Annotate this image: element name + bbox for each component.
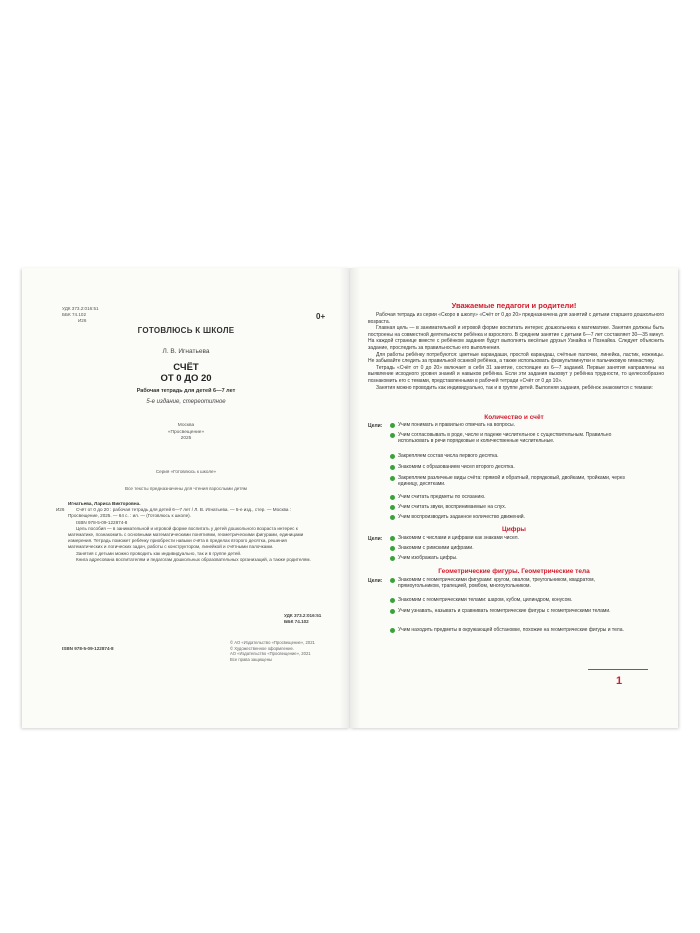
- bullet-icon: [390, 515, 395, 520]
- preface-title: Уважаемые педагоги и родители!: [451, 301, 577, 310]
- annotation-2: Занятия с детьми можно проводить как индивидуально, так и в группе детей.: [76, 550, 242, 556]
- goal-item: Учим изображать цифры.: [398, 555, 458, 561]
- copyright-line: Все права защищены: [230, 656, 273, 662]
- imprint: [22, 423, 350, 443]
- goal-item: Учим воспроизводить заданное количество движений.: [398, 514, 525, 520]
- publisher: «Просвещение»: [167, 429, 205, 435]
- book-subtitle: Рабочая тетрадь для детей 6—7 лет: [136, 388, 236, 394]
- book-gutter-shadow: [340, 268, 360, 728]
- copyright-block: [230, 640, 315, 662]
- goal-item: Знакомим с римскими цифрами.: [398, 545, 474, 551]
- annotation-3: Книга адресована воспитателям и педагогам дошкольных образовательных организаций, а также родителям.: [76, 556, 311, 562]
- bullet-icon: [390, 465, 395, 470]
- goal-item: Знакомим с числами и цифрами как знаками чисел.: [398, 535, 519, 541]
- preface-body: [368, 312, 664, 391]
- preface-paragraph: Рабочая тетрадь из серии «Скоро в школу» «Счёт от 0 до 20» предназначена для занятий с детьми старшего дошкольного возраста.: [368, 312, 664, 325]
- section-title-quantity: Количество и счёт: [484, 414, 544, 421]
- page-number: 1: [616, 675, 623, 687]
- preface-paragraph: Занятия можно проводить как индивидуально, так и в группе детей. Выполняя задания, ребёнок знакомится с темами:: [376, 384, 653, 391]
- book-title-line1: СЧЁТ: [173, 362, 199, 373]
- preface-paragraph: Главная цель — в занимательной и игровой форме воспитать интерес дошкольника к математике. Занятия должны быть построены на совместной деятельности ребёнка и взрослого. В среднем занятие с детьми 6—7 лет составляет 30—35 минут. На каждой странице вместе с ребёнком задания будут выполнять весёлые друзья Узнайка и Познайка. Следует объяснить задание, проследить за правильностью его выполнения.: [368, 325, 664, 351]
- book-title-line2: ОТ 0 ДО 20: [160, 373, 212, 384]
- age-note: Все тексты предназначены для чтения взрослыми детям: [125, 486, 247, 491]
- right-page: [350, 268, 678, 728]
- index-line: И26: [78, 318, 87, 323]
- udk-block: [62, 306, 99, 324]
- udk-bottom-line: УДК 373.2:016:51: [284, 613, 322, 618]
- bullet-icon: [390, 556, 395, 561]
- goal-item: Учим узнавать, называть и сравнивать геометрические фигуры с геометрическими телами.: [398, 608, 611, 614]
- goal-item: Закрепляем различные виды счёта: прямой и обратный, порядковый, двойками, тройками, через единицу, десятками.: [398, 475, 625, 488]
- bullet-icon: [390, 505, 395, 510]
- goals-label: Цели:: [368, 578, 383, 584]
- bullet-icon: [390, 433, 395, 438]
- series-title: ГОТОВЛЮСЬ К ШКОЛЕ: [137, 326, 235, 335]
- bullet-icon: [390, 454, 395, 459]
- book-title: [22, 362, 350, 384]
- edition: 5-е издание, стереотипное: [146, 399, 226, 405]
- bbk-line: ББК 74.102: [62, 312, 87, 317]
- section-title-geometry: Геометрические фигуры. Геометрические тела: [438, 568, 590, 575]
- bullet-icon: [390, 546, 395, 551]
- series-note: Серия «Готовлюсь к школе»: [155, 469, 217, 474]
- age-rating: 0+: [316, 312, 326, 321]
- bullet-icon: [390, 476, 395, 481]
- udk-line: УДК 373.2:016:51: [62, 306, 99, 311]
- goal-item: Учим согласовывать в роде, числе и падеже числительное с существительным. Правильно использовать в речи порядковые и количественные числительные.: [398, 432, 612, 445]
- biblio-isbn: ISBN 978-5-09-122874-8: [76, 519, 128, 525]
- biblio-head: Игнатьева, Лариса Викторовна.: [68, 501, 141, 506]
- page-number-rule: [588, 669, 648, 670]
- goals-label: Цели:: [368, 536, 383, 542]
- biblio-index: И26: [56, 507, 65, 512]
- city: Москва: [177, 423, 195, 428]
- preface-paragraph: Для работы ребёнку потребуются: цветные карандаши, простой карандаш, счётные палочки, линейка, ластик, ножницы. Не забывайте следить за правильной осанкой ребёнка, а также использовать физкультминутки и пальчиковую гимнастику.: [368, 351, 664, 365]
- goal-item: Закрепляем состав числа первого десятка.: [398, 453, 499, 459]
- goals-label: Цели:: [368, 423, 383, 429]
- year: 2025: [180, 436, 192, 441]
- bullet-icon: [390, 495, 395, 500]
- goal-item: Учим считать предметы по осязанию.: [398, 494, 486, 500]
- goal-item: Знакомим с геометрическими телами: шаром, кубом, цилиндром, конусом.: [398, 597, 573, 603]
- bullet-icon: [390, 578, 395, 583]
- bullet-icon: [390, 536, 395, 541]
- left-page: [22, 268, 350, 728]
- goal-item: Учим понимать и правильно отвечать на вопросы.: [398, 422, 515, 428]
- section-title-digits: Цифры: [502, 526, 526, 533]
- book-spread: [22, 268, 678, 728]
- bullet-icon: [390, 598, 395, 603]
- copyright-line: © АО «Издательство «Просвещение», 2021: [230, 640, 315, 645]
- copyright-line: АО «Издательство «Просвещение», 2021: [230, 651, 311, 657]
- udk-bottom: [284, 613, 321, 625]
- preface-paragraph: Тетрадь «Счёт от 0 до 20» включает в себя 31 занятие, состоящее из 6—7 заданий. Первые занятия направлены на выявление исходного уровня знаний и навыков ребёнка. Если эти задания вызовут у ребёнка трудности, то целесообразно познакомить его с темами, представленными в рабочей тетради «Счёт от 0 до 10».: [368, 364, 664, 384]
- bullet-icon: [390, 609, 395, 614]
- bibliographic-record: [56, 501, 318, 563]
- bullet-icon: [390, 423, 395, 428]
- author: Л. В. Игнатьева: [162, 348, 210, 355]
- goal-item: Знакомим с образованием чисел второго десятка.: [398, 464, 515, 470]
- annotation: Цель пособия — в занимательной и игровой форме воспитать у детей дошкольного возраста интерес к математике, познакомить с основными математическими понятиями, геометрическими фигурами, единицами измерения. Тетрадь поможет ребёнку приобрести навыки счёта в пределах второго десятка, решения математических и логических задач, работы с конструктором, линейкой и счётными палочками.: [68, 525, 304, 550]
- copyright-line: © Художественное оформление.: [230, 645, 294, 651]
- bullet-icon: [390, 628, 395, 633]
- bbk-bottom-line: ББК 74.102: [284, 619, 309, 624]
- goal-item: Знакомим с геометрическими фигурами: кругом, овалом, треугольником, квадратом, прямоугольником, трапецией, ромбом, многоугольником.: [398, 577, 595, 590]
- goal-item: Учим считать звуки, воспринимаемые на слух.: [398, 504, 507, 510]
- isbn: ISBN 978-5-09-122874-8: [62, 646, 114, 651]
- goal-item: Учим находить предметы в окружающей обстановке, похожие на геометрические фигуры и тела.: [398, 627, 624, 633]
- biblio-text: Счёт от 0 до 20 : рабочая тетрадь для детей 6—7 лет / Л. В. Игнатьева. — 5-е изд., стер. — Москва : Просвещение, 2025. — 64 с. : ил. — (Готовлюсь к школе).: [68, 507, 291, 519]
